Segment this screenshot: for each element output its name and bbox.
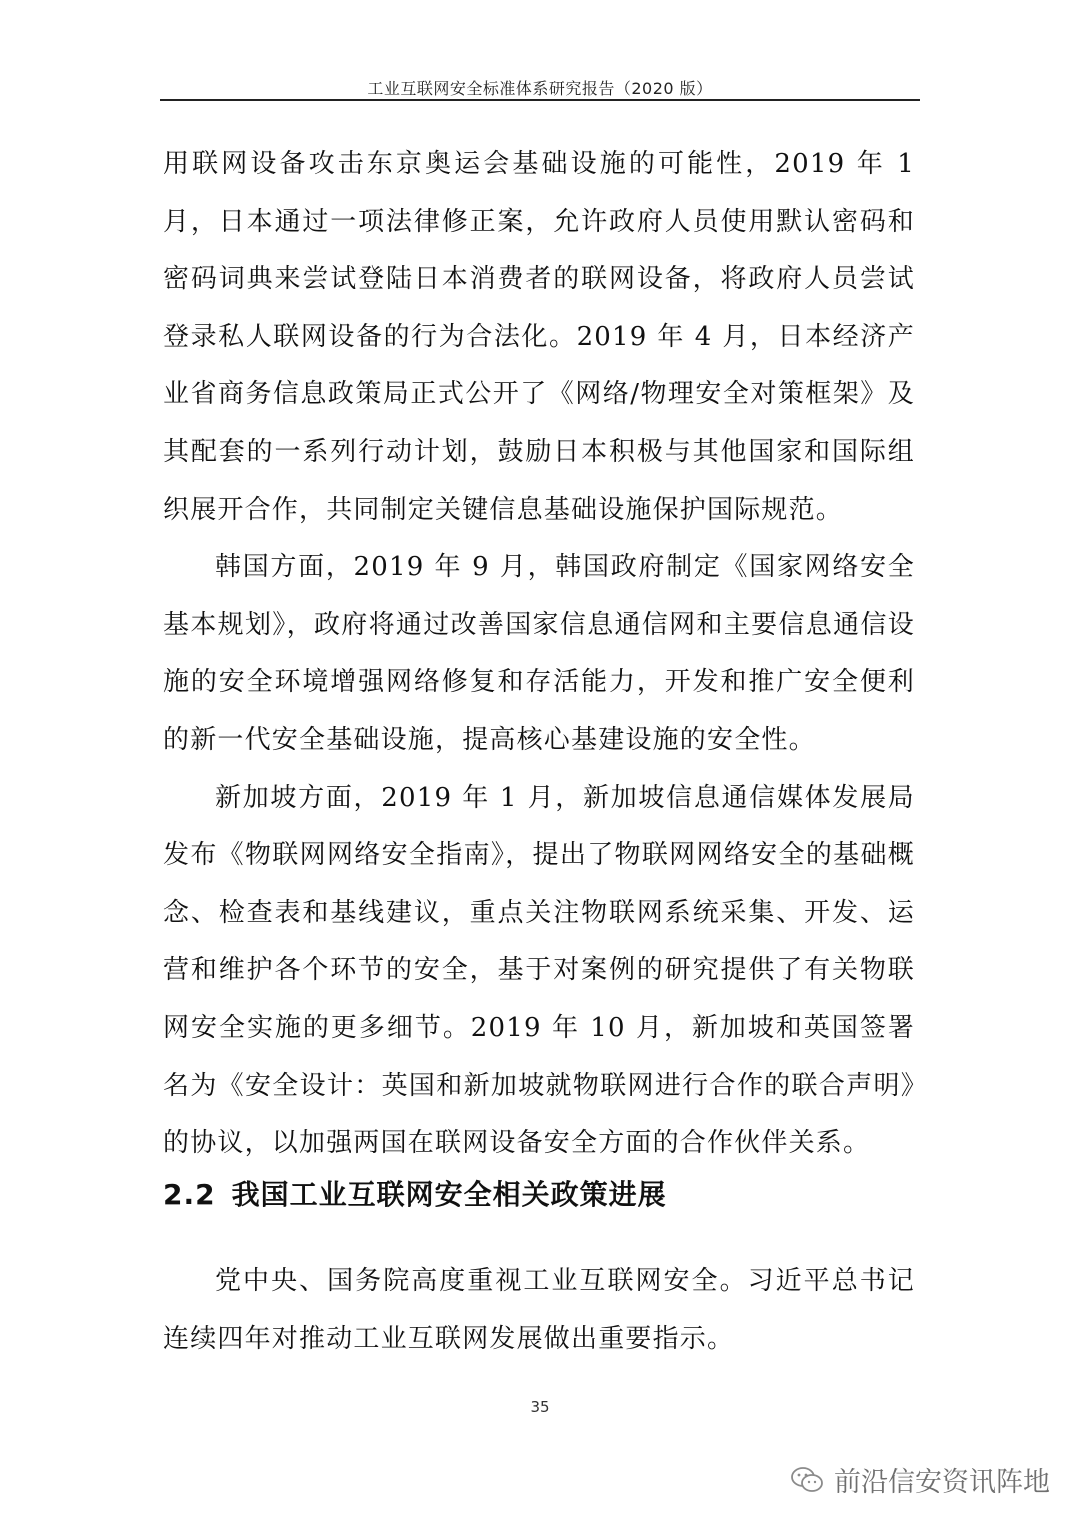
- page-number: 35: [530, 1398, 550, 1416]
- running-header: 工业互联网安全标准体系研究报告（2020 版）: [367, 79, 713, 98]
- wechat-icon: [790, 1465, 824, 1495]
- section-title: 我国工业互联网安全相关政策进展: [231, 1178, 667, 1211]
- watermark-text: 前沿信安资讯阵地: [834, 1467, 1050, 1498]
- section-heading: [163, 1173, 667, 1213]
- section-body: [163, 1253, 915, 1368]
- body-text: [163, 136, 915, 1173]
- paragraph-china-policy: 党中央、国务院高度重视工业互联网安全。习近平总书记连续四年对推动工业互联网发展做出重要指示。: [163, 1266, 915, 1354]
- paragraph-japan-continued: 用联网设备攻击东京奥运会基础设施的可能性，2019 年 1 月，日本通过一项法律修正案，允许政府人员使用默认密码和密码词典来尝试登陆日本消费者的联网设备，将政府人员尝试登录私人联网设备的行为合法化。2019 年 4 月，日本经济产业省商务信息政策局正式公开了《网络/物理安全对策框架》及其配套的一系列行动计划，鼓励日本积极与其他国家和国际组织展开合作，共同制定关键信息基础设施保护国际规范。: [163, 149, 915, 525]
- header-rule: [160, 99, 920, 101]
- section-number: 2.2: [163, 1178, 216, 1211]
- paragraph-korea: 韩国方面，2019 年 9 月，韩国政府制定《国家网络安全基本规划》，政府将通过改善国家信息通信网和主要信息通信设施的安全环境增强网络修复和存活能力，开发和推广安全便利的新一代安全基础设施，提高核心基建设施的安全性。: [163, 552, 915, 755]
- paragraph-singapore: 新加坡方面，2019 年 1 月，新加坡信息通信媒体发展局发布《物联网网络安全指南》，提出了物联网网络安全的基础概念、检查表和基线建议，重点关注物联网系统采集、开发、运营和维护各个环节的安全，基于对案例的研究提供了有关物联网安全实施的更多细节。2019 年 10 月，新加坡和英国签署名为《安全设计：英国和新加坡就物联网进行合作的联合声明》的协议，以加强两国在联网设备安全方面的合作伙伴关系。: [163, 782, 915, 1159]
- watermark: [790, 1460, 1050, 1499]
